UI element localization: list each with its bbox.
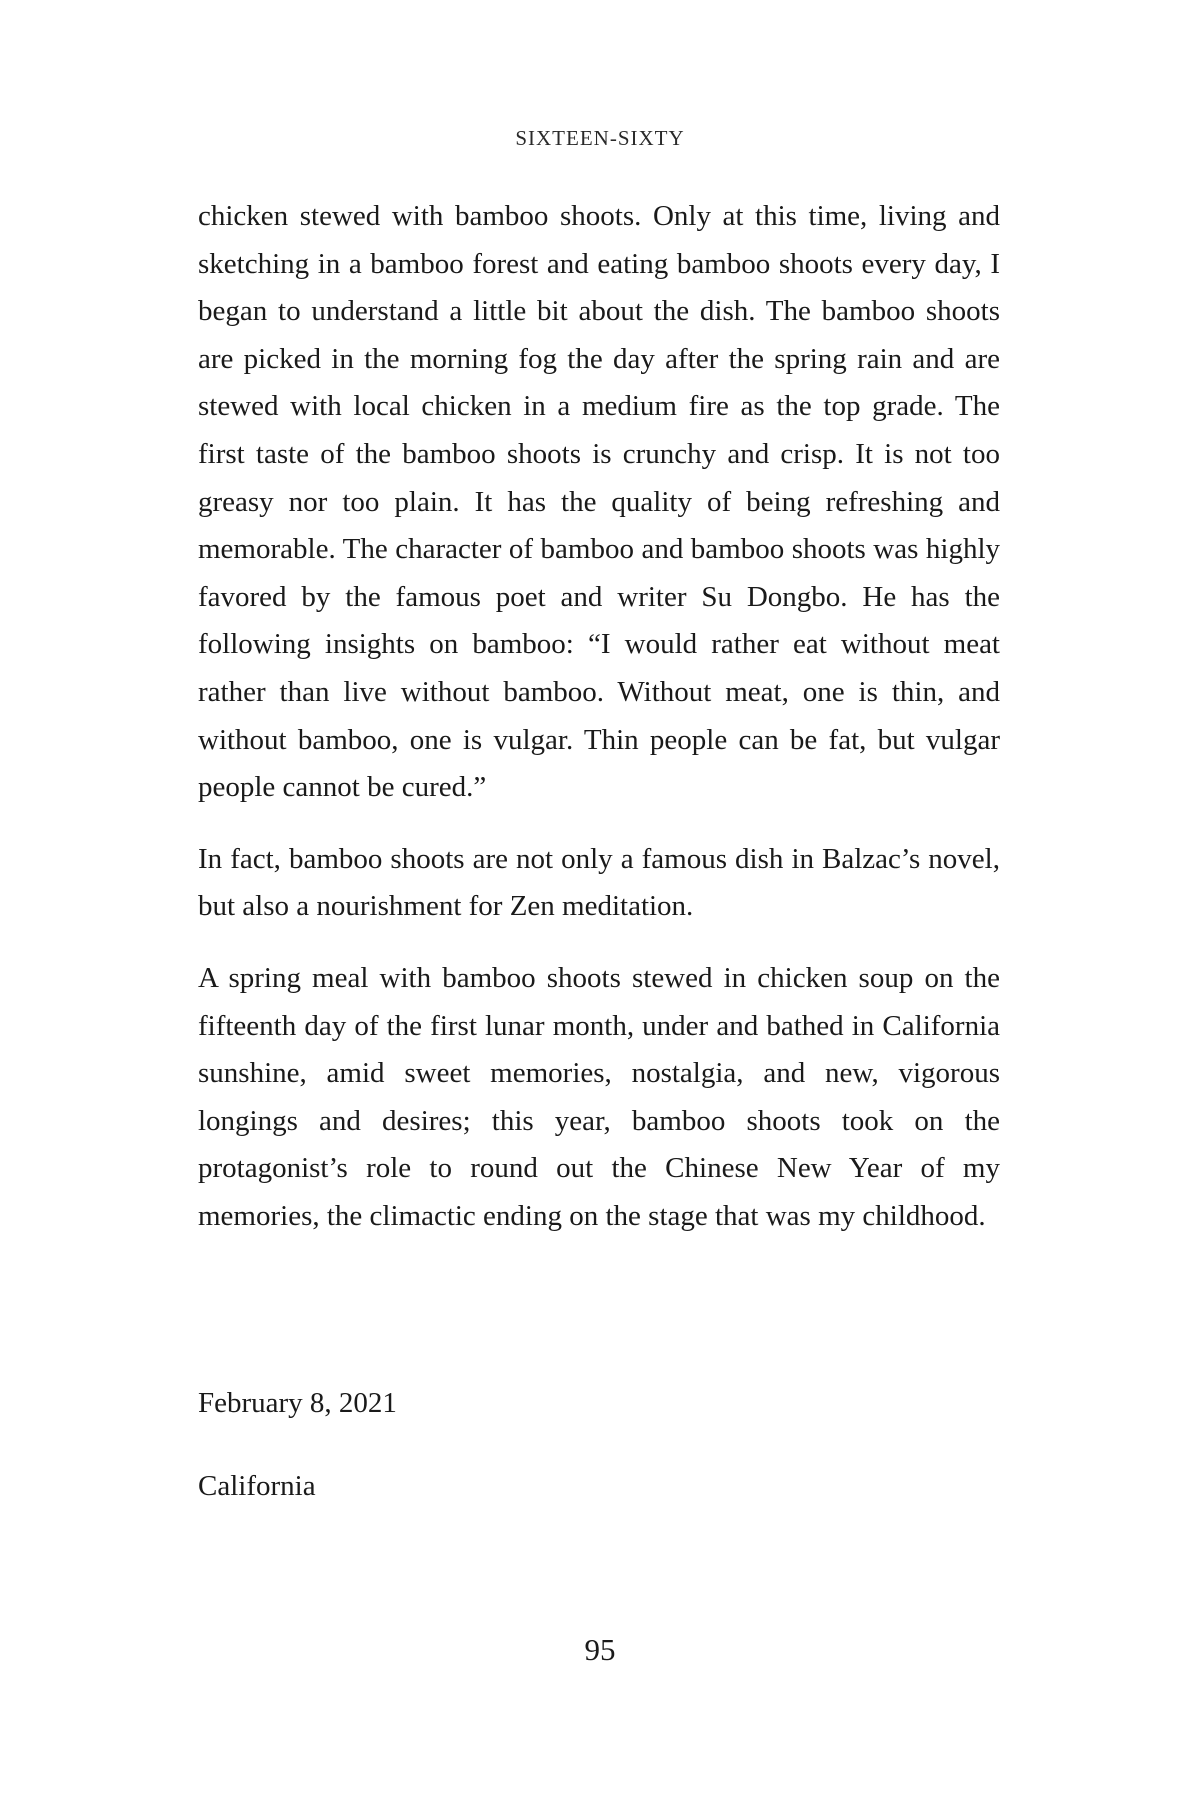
dateline: February 8, 2021 [198,1387,397,1419]
paragraph: A spring meal with bamboo shoots stewed in chicken soup on the fifteenth day of the first lunar month, under and bathed in California sunshine, amid sweet memories, nostalgia, and new, vigorous longings and desires; this year, bamboo shoots took on the protagonist’s role to round out the Chinese New Year of my memories, the climactic ending on the stage that was my childhood. [198,961,1000,1232]
place-line: California [198,1470,316,1502]
running-head: SIXTEEN-SIXTY [515,126,685,150]
paragraph: chicken stewed with bamboo shoots. Only at this time, living and sketching in a bamboo forest and eating bamboo shoots every day, I began to understand a little bit about the dish. The bamboo shoots are picked in the morning fog the day after the spring rain and are stewed with local chicken in a medium fire as the top grade. The first taste of the bamboo shoots is crunchy and crisp. It is not too greasy nor too plain. It has the quality of being refreshing and memorable. The character of bamboo and bamboo shoots was highly favored by the famous poet and writer Su Dongbo. He has the following insights on bamboo: “I would rather eat without meat rather than live without bamboo. Without meat, one is thin, and without bamboo, one is vulgar. Thin people can be fat, but vulgar people cannot be cured.” [198,200,1000,804]
body-text [198,193,1000,1240]
paragraph: In fact, bamboo shoots are not only a famous dish in Balzac’s novel, but also a nourishment for Zen meditation. [198,842,1000,923]
page-number: 95 [584,1632,616,1667]
